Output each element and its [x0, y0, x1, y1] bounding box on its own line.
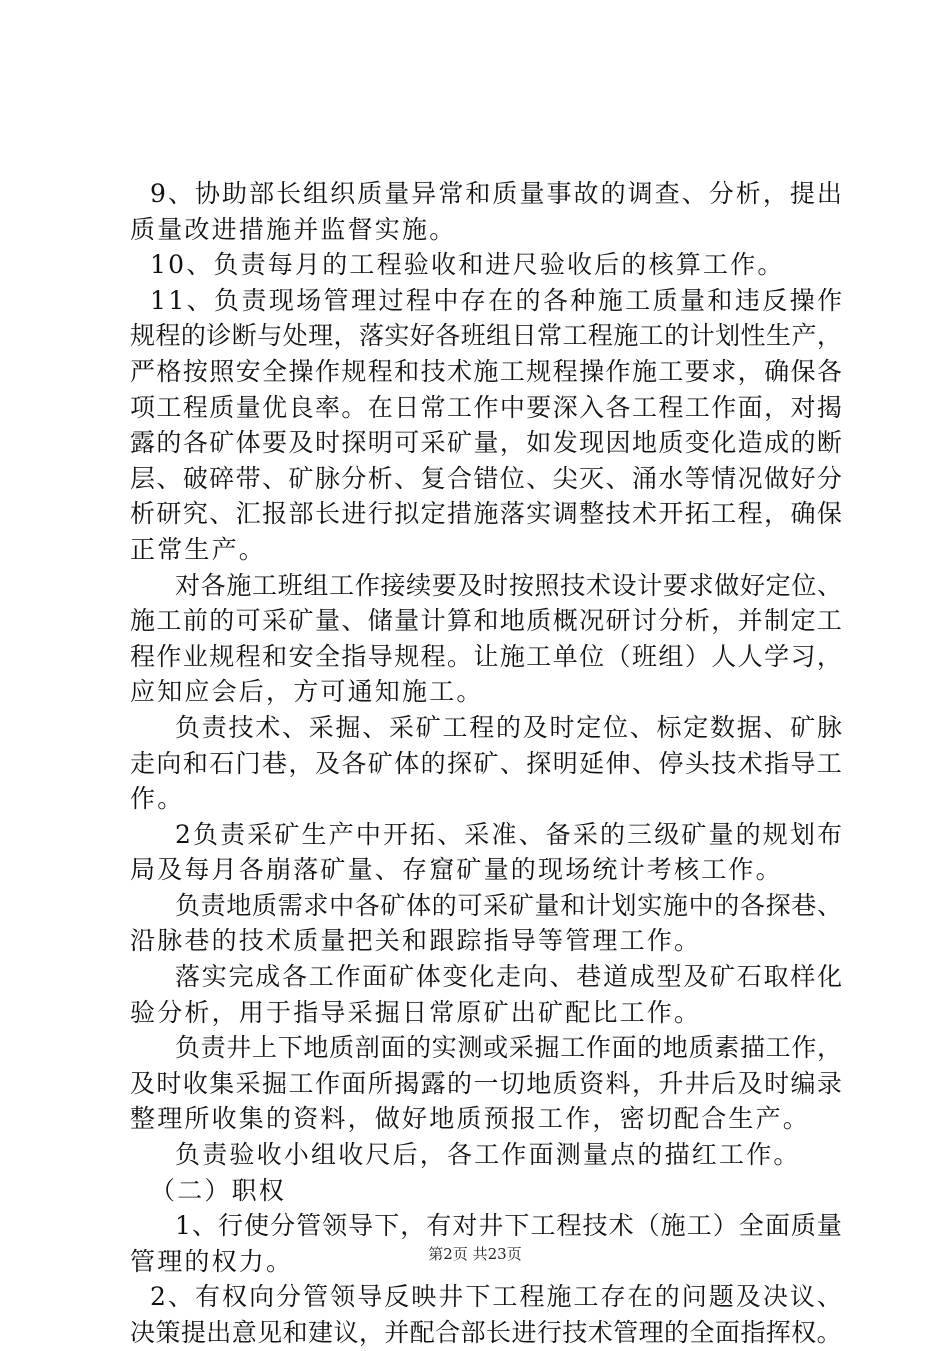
text-line: （二）职权: [150, 1175, 287, 1205]
text-line: 决策提出意见和建议，并配合部长进行技术管理的全面指挥权。: [130, 1318, 843, 1347]
text-line: 10、负责每月的工程验收和进尺验收后的核算工作。: [150, 250, 785, 280]
text-line: 程作业规程和安全指导规程。让施工单位（班组）人人学习，: [130, 641, 844, 671]
text-line: 正常生产。: [130, 534, 267, 564]
text-line: 露的各矿体要及时探明可采矿量，如发现因地质变化造成的断: [130, 428, 844, 458]
text-line: 施工前的可采矿量、储量计算和地质概况研讨分析，并制定工: [130, 606, 844, 636]
text-line: 走向和石门巷，及各矿体的探矿、探明延伸、停头技术指导工: [130, 748, 844, 778]
page-footer: 第2页 共23页: [428, 1245, 522, 1263]
text-line: 作。: [130, 784, 185, 814]
text-line: 质量改进措施并监督实施。: [130, 214, 457, 244]
text-line: 9、协助部长组织质量异常和质量事故的调查、分析，提出: [150, 179, 844, 208]
text-line: 验分析，用于指导采掘日常原矿出矿配比工作。: [130, 997, 702, 1027]
text-line: 析研究、汇报部长进行拟定措施落实调整技术开拓工程，确保: [130, 499, 844, 529]
document-body: [130, 176, 845, 1351]
text-line: 严格按照安全操作规程和技术施工规程操作施工要求，确保各: [130, 356, 844, 386]
text-line: 负责技术、采掘、采矿工程的及时定位、标定数据、矿脉: [175, 712, 844, 742]
text-line: 规程的诊断与处理，落实好各班组日常工程施工的计划性生产，: [130, 321, 843, 351]
text-line: 管理的权力。: [130, 1246, 294, 1276]
text-line: 落实完成各工作面矿体变化走向、巷道成型及矿石取样化: [175, 962, 844, 992]
text-line: 项工程质量优良率。在日常工作中要深入各工程工作面，对揭: [130, 392, 844, 422]
text-line: 负责验收小组收尺后，各工作面测量点的描红工作。: [175, 1140, 801, 1170]
text-line: 1、行使分管领导下，有对井下工程技术（施工）全面质量: [175, 1211, 843, 1241]
text-line: 局及每月各崩落矿量、存窟矿量的现场统计考核工作。: [130, 855, 783, 885]
text-line: 2负责采矿生产中开拓、采准、备采的三级矿量的规划布: [175, 819, 845, 849]
text-line: 对各施工班组工作接续要及时按照技术设计要求做好定位、: [175, 570, 843, 600]
text-line: 沿脉巷的技术质量把关和跟踪指导等管理工作。: [130, 926, 702, 956]
text-line: 11、负责现场管理过程中存在的各种施工质量和违反操作: [150, 285, 845, 315]
text-line: 负责井上下地质剖面的实测或采掘工作面的地质素描工作，: [175, 1033, 843, 1063]
text-line: 及时收集采掘工作面所揭露的一切地质资料，升井后及时编录: [130, 1068, 844, 1098]
text-line: 2、有权向分管领导反映井下工程施工存在的问题及决议、: [150, 1282, 844, 1312]
text-line: 层、破碎带、矿脉分析、复合错位、尖灭、涌水等情况做好分: [130, 463, 844, 493]
text-line: 整理所收集的资料，做好地质预报工作，密切配合生产。: [130, 1104, 811, 1134]
text-line: 应知应会后，方可通知施工。: [130, 677, 484, 707]
text-line: 负责地质需求中各矿体的可采矿量和计划实施中的各探巷、: [175, 890, 843, 920]
